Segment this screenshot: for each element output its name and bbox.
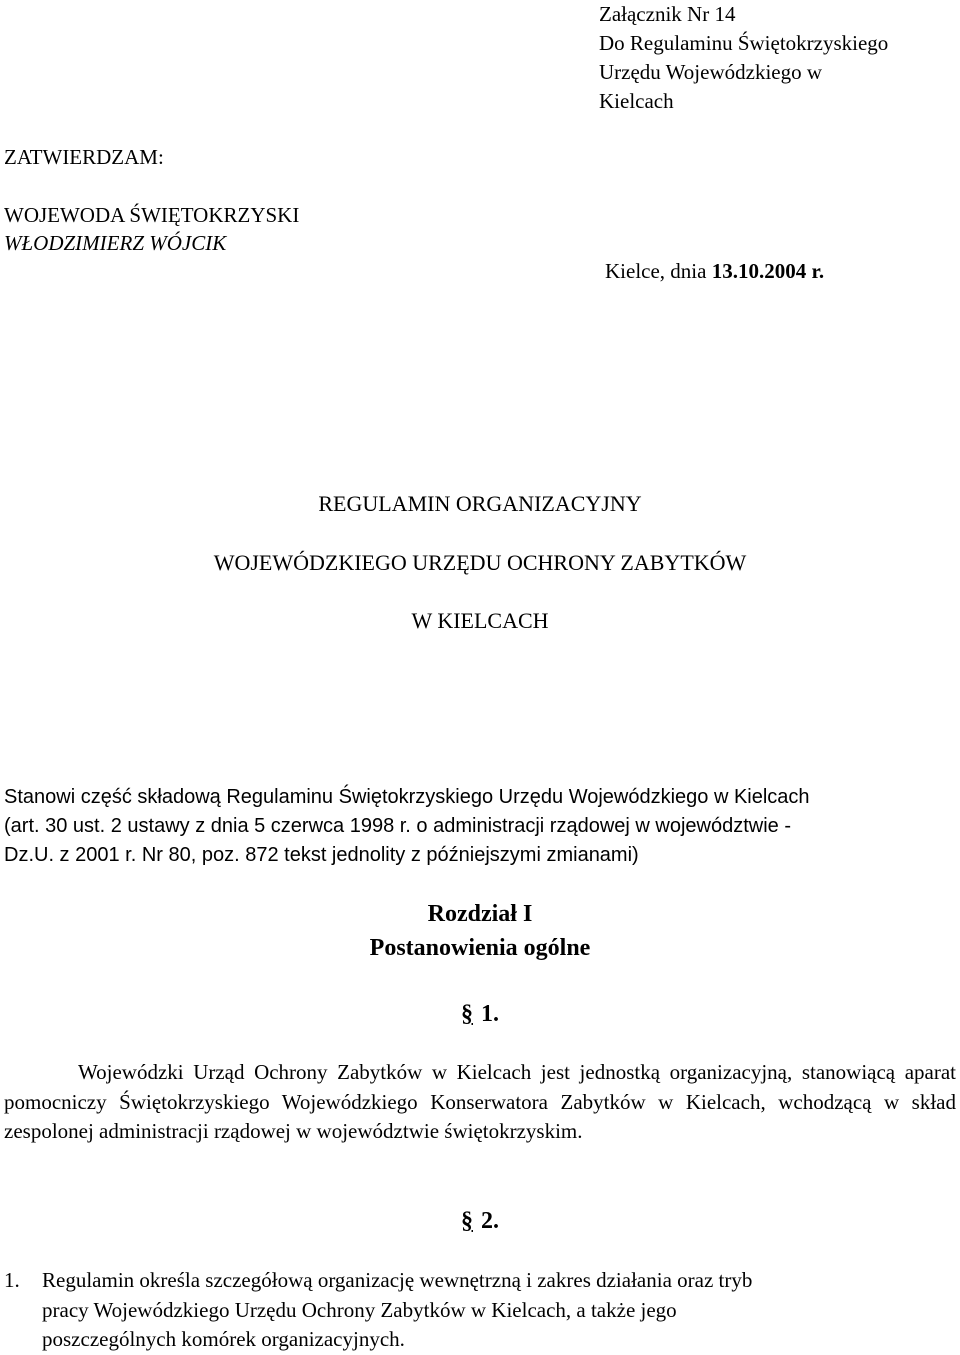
approval-label: ZATWIERDZAM:: [4, 145, 164, 169]
item-text-line: poszczególnych komórek organizacyjnych.: [42, 1327, 405, 1351]
section-heading-1: [0, 1000, 960, 1029]
item-number: 1.: [4, 1268, 20, 1292]
chapter-name: Postanowienia ogólne: [369, 935, 591, 961]
chapter-title: Rozdział I: [427, 901, 533, 927]
annex-line: Kielcach: [599, 89, 674, 113]
document-date: [605, 257, 824, 286]
statement: [4, 783, 956, 870]
date-prefix: Kielce, dnia: [605, 259, 712, 283]
section-heading-2: [0, 1207, 960, 1236]
approval-title: WOJEWODA ŚWIĘTOKRZYSKI: [4, 203, 300, 227]
item-text-line: Regulamin określa szczegółową organizację wewnętrzną i zakres działania oraz tryb: [42, 1268, 753, 1292]
section-symbol: §: [461, 1001, 473, 1027]
section-number: 1.: [481, 1001, 499, 1027]
annex-header: [599, 0, 888, 116]
section-1-paragraph: Wojewódzki Urząd Ochrony Zabytków w Kielcach jest jednostką organizacyjną, stanowiącą aparat pomocniczy Świętokrzyskiego Wojewódzkiego Konserwatora Zabytków w Kielcach, wchodzącą w skład zespolonej administracji rządowej w województwie świętokrzyskim.: [4, 1060, 956, 1143]
section-number: 2.: [481, 1208, 499, 1234]
document-title-line-1: REGULAMIN ORGANIZACYJNY: [318, 491, 642, 516]
statement-line: Dz.U. z 2001 r. Nr 80, poz. 872 tekst jednolity z późniejszymi zmianami): [4, 844, 639, 866]
approval-name: WŁODZIMIERZ WÓJCIK: [4, 231, 227, 255]
document-title-line-2: WOJEWÓDZKIEGO URZĘDU OCHRONY ZABYTKÓW: [213, 550, 747, 575]
document-title-line-3: W KIELCACH: [411, 608, 549, 633]
statement-line: (art. 30 ust. 2 ustawy z dnia 5 czerwca 1998 r. o administracji rządowej w województwie -: [4, 815, 792, 837]
statement-line: Stanowi część składową Regulaminu Świętokrzyskiego Urzędu Wojewódzkiego w Kielcach: [4, 786, 810, 808]
annex-line: Do Regulaminu Świętokrzyskiego: [599, 31, 889, 55]
section-1-text: [4, 1058, 956, 1147]
annex-line: Załącznik Nr 14: [599, 2, 736, 26]
annex-line: Urzędu Wojewódzkiego w: [599, 60, 823, 84]
section-symbol: §: [461, 1208, 473, 1234]
date-value: 13.10.2004 r.: [711, 259, 825, 283]
item-text: [42, 1266, 752, 1355]
item-text-line: pracy Wojewódzkiego Urzędu Ochrony Zabytków w Kielcach, a także jego: [42, 1297, 677, 1322]
